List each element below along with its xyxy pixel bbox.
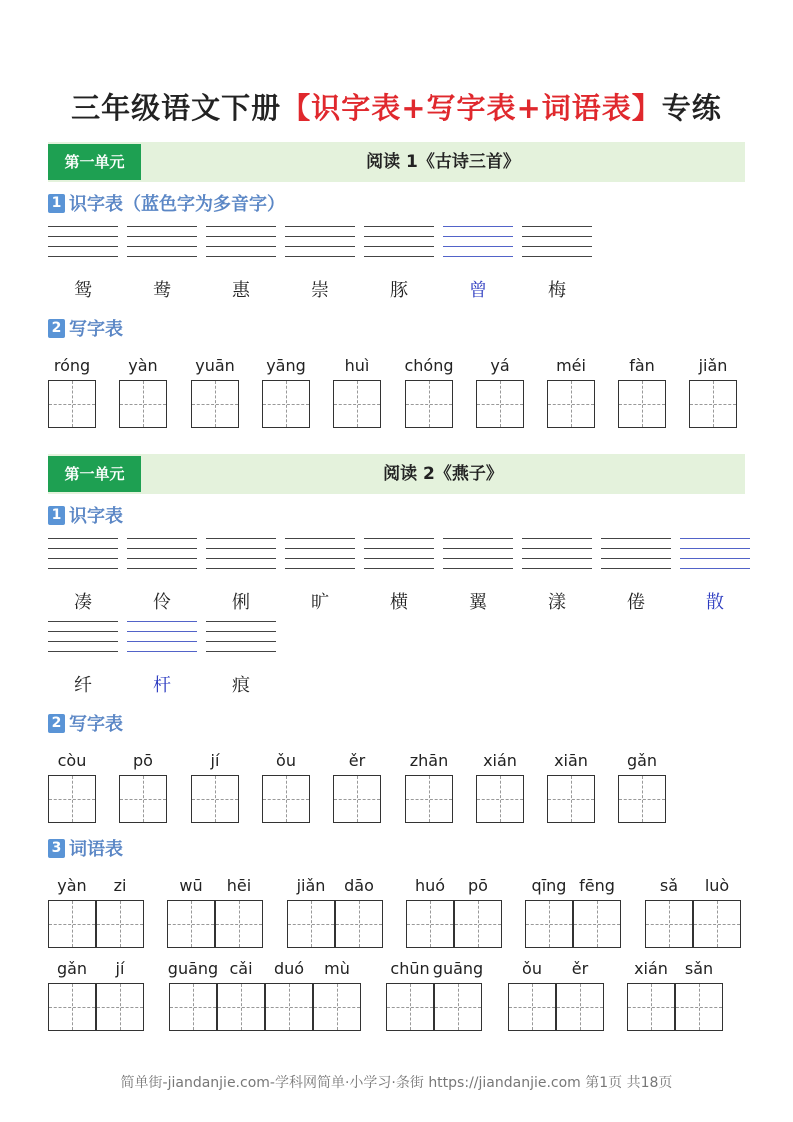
recognize-char: 漾	[548, 592, 566, 613]
tian-grid-box	[405, 380, 453, 428]
tian-grid-box	[556, 983, 604, 1031]
pinyin-label: sǎ	[659, 876, 679, 895]
section-label: 识字表	[69, 506, 123, 527]
writing-lines	[285, 538, 355, 570]
pinyin-label: huó	[414, 876, 446, 895]
recognize-char: 豚	[390, 280, 408, 301]
tian-grid-box	[169, 983, 217, 1031]
tian-grid-box	[405, 775, 453, 823]
tian-grid-box	[191, 380, 239, 428]
pinyin-label: jí	[115, 959, 125, 978]
pinyin-label: ǒu	[522, 959, 542, 978]
tian-grid-box	[406, 900, 454, 948]
pinyin-label: pō	[468, 876, 488, 895]
unit1-heading: 阅读 1《古诗三首》	[366, 152, 520, 172]
page-footer: 简单街-jiandanjie.com-学科网简单·小学习·条街 https://jiandanjie.com 第1页 共18页	[120, 1075, 673, 1091]
pinyin-label: luò	[704, 876, 730, 895]
title-part1: 三年级语文下册	[71, 91, 282, 125]
tian-grid-box	[675, 983, 723, 1031]
pinyin-label: gǎn	[626, 751, 658, 770]
recognize-char: 横	[390, 592, 408, 613]
tian-grid-box	[454, 900, 502, 948]
pinyin-label: xián	[634, 959, 668, 978]
tian-grid-box	[119, 380, 167, 428]
writing-lines	[522, 538, 592, 570]
pinyin-label: pō	[133, 751, 153, 770]
pinyin-label: còu	[57, 751, 87, 770]
tian-grid-box	[333, 380, 381, 428]
tian-grid-box	[167, 900, 215, 948]
pinyin-label: zi	[113, 876, 127, 895]
pinyin-label: chóng	[404, 356, 454, 375]
tian-grid-box	[618, 775, 666, 823]
title-part2: 【识字表+写字表+词语表】	[281, 91, 662, 125]
writing-lines	[601, 538, 671, 570]
tian-grid-box	[335, 900, 383, 948]
unit1-badge: 第一单元	[48, 144, 141, 180]
tian-grid-box	[693, 900, 741, 948]
tian-grid-box	[191, 775, 239, 823]
pinyin-label: yuān	[195, 356, 235, 375]
section-label: 识字表（蓝色字为多音字）	[69, 194, 285, 215]
unit1-recognize-section-title	[48, 190, 285, 216]
tian-grid-box	[96, 983, 144, 1031]
pinyin-label: hēi	[226, 876, 252, 895]
section-number: 3	[48, 839, 65, 858]
recognize-char: 倦	[627, 592, 645, 613]
tian-grid-box	[525, 900, 573, 948]
writing-lines	[443, 538, 513, 570]
unit2-write-section-title	[48, 710, 123, 736]
unit2-badge: 第一单元	[48, 456, 141, 492]
title-part3: 专练	[661, 91, 722, 125]
section-label: 写字表	[69, 714, 123, 735]
tian-grid-box	[333, 775, 381, 823]
unit1-write-section-title	[48, 315, 123, 341]
tian-grid-box	[48, 380, 96, 428]
pinyin-label: yàn	[128, 356, 158, 375]
tian-grid-box	[262, 380, 310, 428]
recognize-char: 鸳	[74, 280, 92, 301]
tian-grid-box	[96, 900, 144, 948]
recognize-char: 曾	[469, 280, 487, 301]
tian-grid-box	[48, 775, 96, 823]
tian-grid-box	[386, 983, 434, 1031]
tian-grid-box	[265, 983, 313, 1031]
pinyin-label: jiǎn	[296, 876, 326, 895]
pinyin-label: qīng	[531, 876, 567, 895]
writing-lines	[127, 538, 197, 570]
pinyin-label: guāng	[167, 959, 219, 978]
pinyin-label: zhān	[409, 751, 449, 770]
pinyin-label: fēng	[579, 876, 615, 895]
tian-grid-box	[645, 900, 693, 948]
tian-grid-box	[287, 900, 335, 948]
pinyin-label: jiǎn	[698, 356, 728, 375]
pinyin-label: ěr	[571, 959, 589, 978]
pinyin-label: róng	[53, 356, 91, 375]
tian-grid-box	[547, 775, 595, 823]
tian-grid-box	[618, 380, 666, 428]
pinyin-label: ěr	[348, 751, 366, 770]
tian-grid-box	[217, 983, 265, 1031]
writing-lines	[364, 538, 434, 570]
recognize-char: 崇	[311, 280, 329, 301]
pinyin-label: jí	[210, 751, 220, 770]
recognize-char: 杆	[153, 675, 171, 696]
recognize-char: 纤	[74, 675, 92, 696]
recognize-char: 凑	[74, 592, 92, 613]
tian-grid-box	[476, 775, 524, 823]
writing-lines	[48, 621, 118, 653]
pinyin-label: fàn	[629, 356, 655, 375]
pinyin-label: mù	[324, 959, 350, 978]
recognize-char: 鸯	[153, 280, 171, 301]
pinyin-label: chūn	[390, 959, 430, 978]
recognize-char: 俐	[232, 592, 250, 613]
recognize-char: 旷	[311, 592, 329, 613]
unit2-recognize-section-title	[48, 502, 123, 528]
section-number: 1	[48, 194, 65, 213]
recognize-char: 痕	[232, 675, 250, 696]
tian-grid-box	[434, 983, 482, 1031]
tian-grid-box	[689, 380, 737, 428]
pinyin-label: méi	[556, 356, 586, 375]
writing-lines	[127, 621, 197, 653]
section-label: 词语表	[69, 839, 123, 860]
writing-lines	[127, 226, 197, 258]
recognize-char: 梅	[548, 280, 566, 301]
writing-lines	[364, 226, 434, 258]
tian-grid-box	[547, 380, 595, 428]
tian-grid-box	[48, 983, 96, 1031]
tian-grid-box	[627, 983, 675, 1031]
pinyin-label: ǒu	[276, 751, 296, 770]
pinyin-label: yá	[490, 356, 510, 375]
tian-grid-box	[573, 900, 621, 948]
pinyin-label: yàn	[57, 876, 87, 895]
writing-lines	[48, 538, 118, 570]
page-title	[0, 86, 793, 127]
recognize-char: 翼	[469, 592, 487, 613]
tian-grid-box	[48, 900, 96, 948]
pinyin-label: wū	[179, 876, 203, 895]
pinyin-label: guāng	[432, 959, 484, 978]
unit2-heading: 阅读 2《燕子》	[383, 464, 503, 484]
tian-grid-box	[215, 900, 263, 948]
section-label: 写字表	[69, 319, 123, 340]
writing-lines	[443, 226, 513, 258]
writing-lines	[206, 538, 276, 570]
writing-lines	[206, 226, 276, 258]
pinyin-label: xiān	[554, 751, 588, 770]
pinyin-label: gǎn	[56, 959, 88, 978]
recognize-char: 散	[706, 592, 724, 613]
writing-lines	[206, 621, 276, 653]
tian-grid-box	[476, 380, 524, 428]
section-number: 1	[48, 506, 65, 525]
writing-lines	[48, 226, 118, 258]
pinyin-label: xián	[483, 751, 517, 770]
pinyin-label: duó	[273, 959, 305, 978]
writing-lines	[680, 538, 750, 570]
writing-lines	[522, 226, 592, 258]
tian-grid-box	[262, 775, 310, 823]
tian-grid-box	[313, 983, 361, 1031]
unit2-words-section-title	[48, 835, 123, 861]
pinyin-label: yāng	[266, 356, 306, 375]
pinyin-label: huì	[344, 356, 370, 375]
section-number: 2	[48, 714, 65, 733]
tian-grid-box	[508, 983, 556, 1031]
pinyin-label: sǎn	[684, 959, 714, 978]
pinyin-label: cǎi	[229, 959, 253, 978]
pinyin-label: dāo	[344, 876, 374, 895]
section-number: 2	[48, 319, 65, 338]
recognize-char: 惠	[232, 280, 250, 301]
tian-grid-box	[119, 775, 167, 823]
writing-lines	[285, 226, 355, 258]
recognize-char: 伶	[153, 592, 171, 613]
